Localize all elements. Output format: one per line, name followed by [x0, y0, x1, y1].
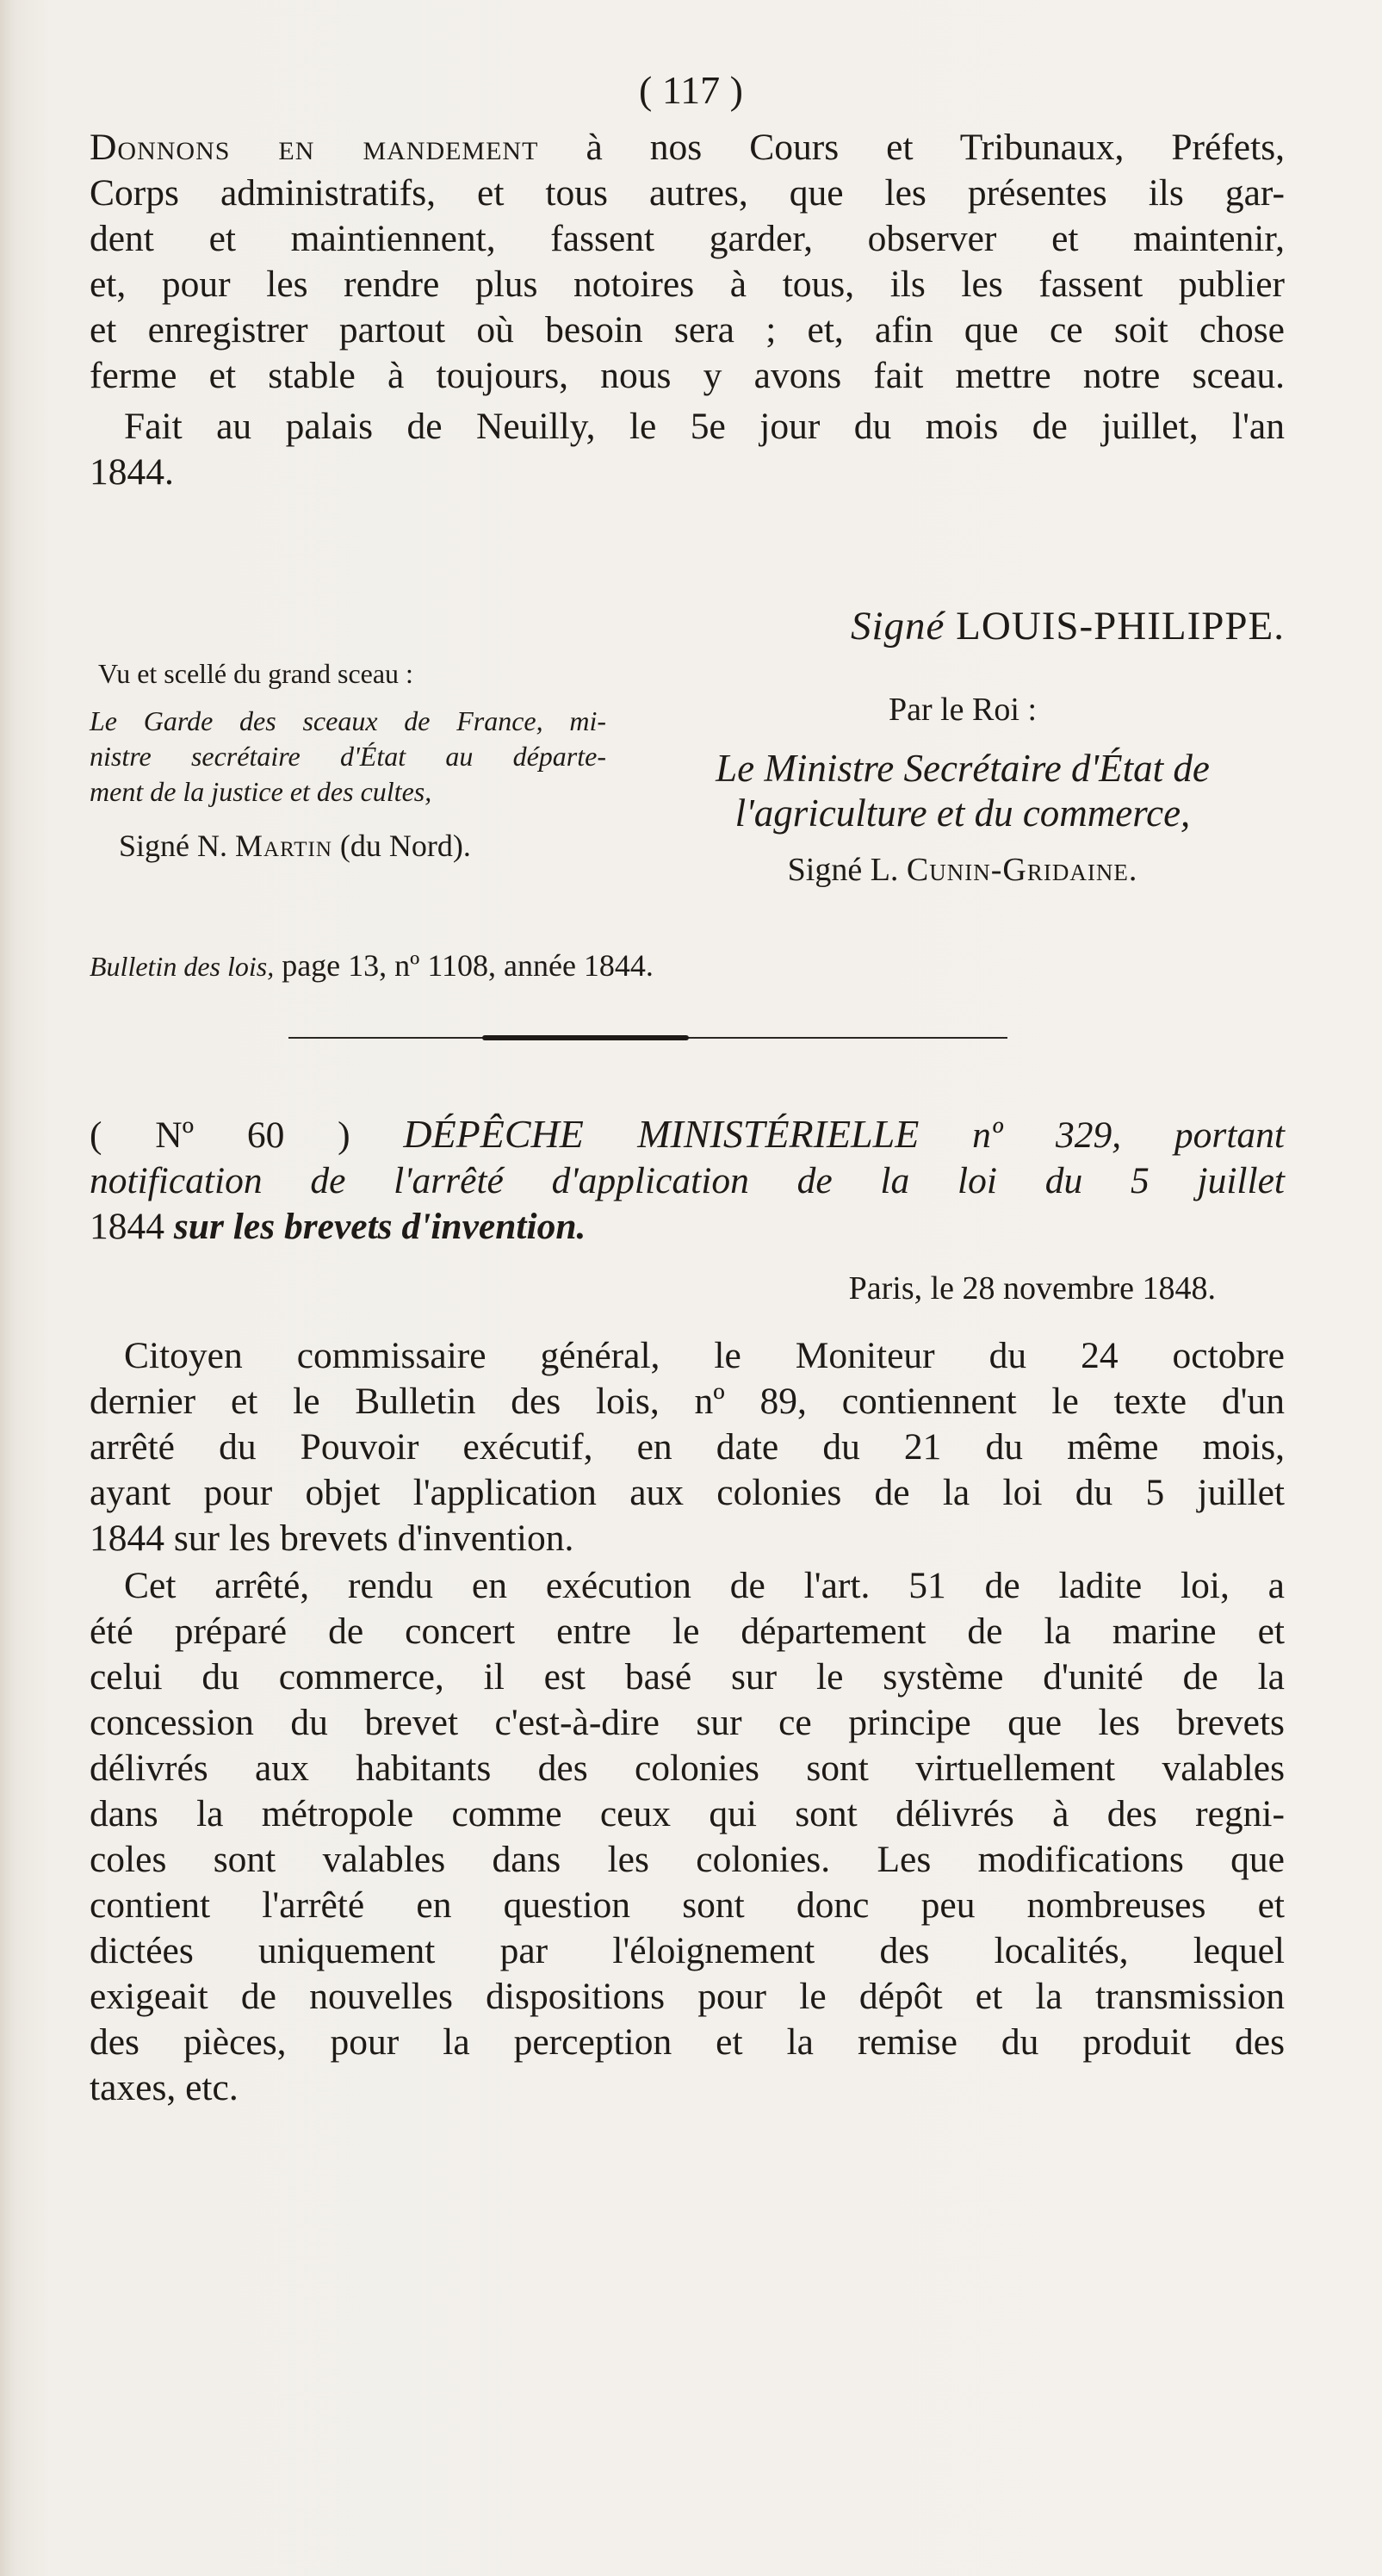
- keeper-title-2: nistre secrétaire d'État au départe-: [90, 741, 606, 772]
- para1-line: arrêté du Pouvoir exécutif, en date du 21 du même mois,: [90, 1426, 1285, 1468]
- para2-line: celui du commerce, il est basé sur le système d'unité de la: [90, 1656, 1285, 1698]
- dispatch-title-no: nº 329,: [919, 1114, 1174, 1156]
- decree-block: [90, 125, 1285, 495]
- dispatch-heading-line-2: notification de l'arrêté d'application de la loi du 5 juillet: [90, 1160, 1285, 1201]
- separator-rule-accent: [482, 1035, 689, 1040]
- by-king: Par le Roi :: [888, 692, 1038, 728]
- right-signature-column: [641, 687, 1285, 892]
- decree-place-line: Fait au palais de Neuilly, le 5e jour du mois de juillet, l'an: [124, 406, 1285, 447]
- decree-line: et, pour les rendre plus notoires à tous, ils les fassent publier: [90, 264, 1285, 305]
- decree-line: Corps administratifs, et tous autres, que les présentes ils gar-: [90, 172, 1285, 214]
- minister-name: Cunin-Gridaine.: [906, 852, 1138, 888]
- para1-line: 1844 sur les brevets d'invention.: [90, 1518, 574, 1559]
- minister-title-2: l'agriculture et du commerce,: [734, 791, 1191, 835]
- para1-line: dernier et le Bulletin des lois, nº 89, contiennent le texte d'un: [90, 1381, 1285, 1422]
- decree-line-text: à nos Cours et Tribunaux, Préfets,: [538, 127, 1285, 168]
- bulletin-details: page 13, nº 1108, année 1844.: [274, 948, 654, 983]
- bulletin-title: Bulletin des lois,: [90, 951, 275, 982]
- keeper-name: Martin: [235, 829, 332, 863]
- decree-lead: Donnons en mandement: [90, 127, 539, 168]
- minister-signed: [641, 847, 1285, 892]
- dispatch-heading: [90, 1111, 1285, 1250]
- keeper-title-1: Le Garde des sceaux de France, mi-: [90, 705, 606, 736]
- dispatch-number: ( Nº 60 ): [90, 1114, 350, 1156]
- left-signature-column: [90, 656, 606, 864]
- para2-line: contient l'arrêté en question sont donc peu nombreuses et: [90, 1884, 1285, 1926]
- dispatch-heading-line-3: [90, 1204, 1285, 1250]
- minister-signed-label: Signé L.: [787, 852, 907, 888]
- signed-label: Signé: [850, 604, 945, 649]
- page-number: ( 117 ): [639, 68, 743, 112]
- para2-line: taxes, etc.: [90, 2067, 239, 2108]
- dispatch-paragraph-2: [90, 1563, 1285, 2111]
- para1-line: ayant pour objet l'application aux colonies de la loi du 5 juillet: [90, 1472, 1285, 1513]
- ministers-signatures: [90, 656, 1285, 949]
- minister-title-1: Le Ministre Secrétaire d'État de: [716, 747, 1210, 790]
- dispatch-paragraph-1: [90, 1333, 1285, 1561]
- decree-line: [90, 125, 1285, 171]
- keeper-signed-label: Signé N.: [119, 829, 235, 863]
- keeper-suffix: (du Nord).: [332, 829, 471, 863]
- decree-line: et enregistrer partout où besoin sera ; et, afin que ce soit chose: [90, 309, 1285, 351]
- bulletin-reference: [90, 947, 1285, 984]
- decree-line: ferme et stable à toujours, nous y avons fait mettre notre sceau.: [90, 355, 1285, 396]
- keeper-title-3: ment de la justice et des cultes,: [90, 776, 432, 807]
- dispatch-heading-tail: sur les brevets d'invention.: [164, 1206, 586, 1247]
- para2-line: concession du brevet c'est-à-dire sur ce principe que les brevets: [90, 1702, 1285, 1743]
- decree-line: dent et maintiennent, fassent garder, observer et maintenir,: [90, 218, 1285, 259]
- para1-line: Citoyen commissaire général, le Moniteur du 24 octobre: [124, 1335, 1285, 1376]
- seal-line: Vu et scellé du grand sceau :: [98, 658, 413, 689]
- dispatch-heading-year: 1844: [90, 1206, 164, 1247]
- dispatch-date: Paris, le 28 novembre 1848.: [848, 1270, 1216, 1307]
- para2-line: dans la métropole comme ceux qui sont délivrés à des regni-: [90, 1793, 1285, 1834]
- para2-line: coles sont valables dans les colonies. Les modifications que: [90, 1839, 1285, 1880]
- para2-line: Cet arrêté, rendu en exécution de l'art. 51 de ladite loi, a: [124, 1565, 1285, 1606]
- para2-line: été préparé de concert entre le département de la marine et: [90, 1611, 1285, 1652]
- para2-line: exigeait de nouvelles dispositions pour le dépôt et la transmission: [90, 1976, 1285, 2017]
- dispatch-heading-portant: portant: [1174, 1114, 1286, 1156]
- para2-line: délivrés aux habitants des colonies sont virtuellement valables: [90, 1747, 1285, 1789]
- keeper-signed: [90, 829, 606, 864]
- dispatch-heading-line-1: [90, 1111, 1285, 1158]
- king-signature: [90, 603, 1371, 649]
- para2-line: des pièces, pour la perception et la remise du produit des: [90, 2021, 1285, 2063]
- para2-line: dictées uniquement par l'éloignement des localités, lequel: [90, 1930, 1285, 1971]
- decree-year: 1844.: [90, 451, 174, 493]
- king-name: LOUIS-PHILIPPE.: [956, 604, 1285, 649]
- dispatch-title: DÉPÊCHE MINISTÉRIELLE: [403, 1112, 920, 1156]
